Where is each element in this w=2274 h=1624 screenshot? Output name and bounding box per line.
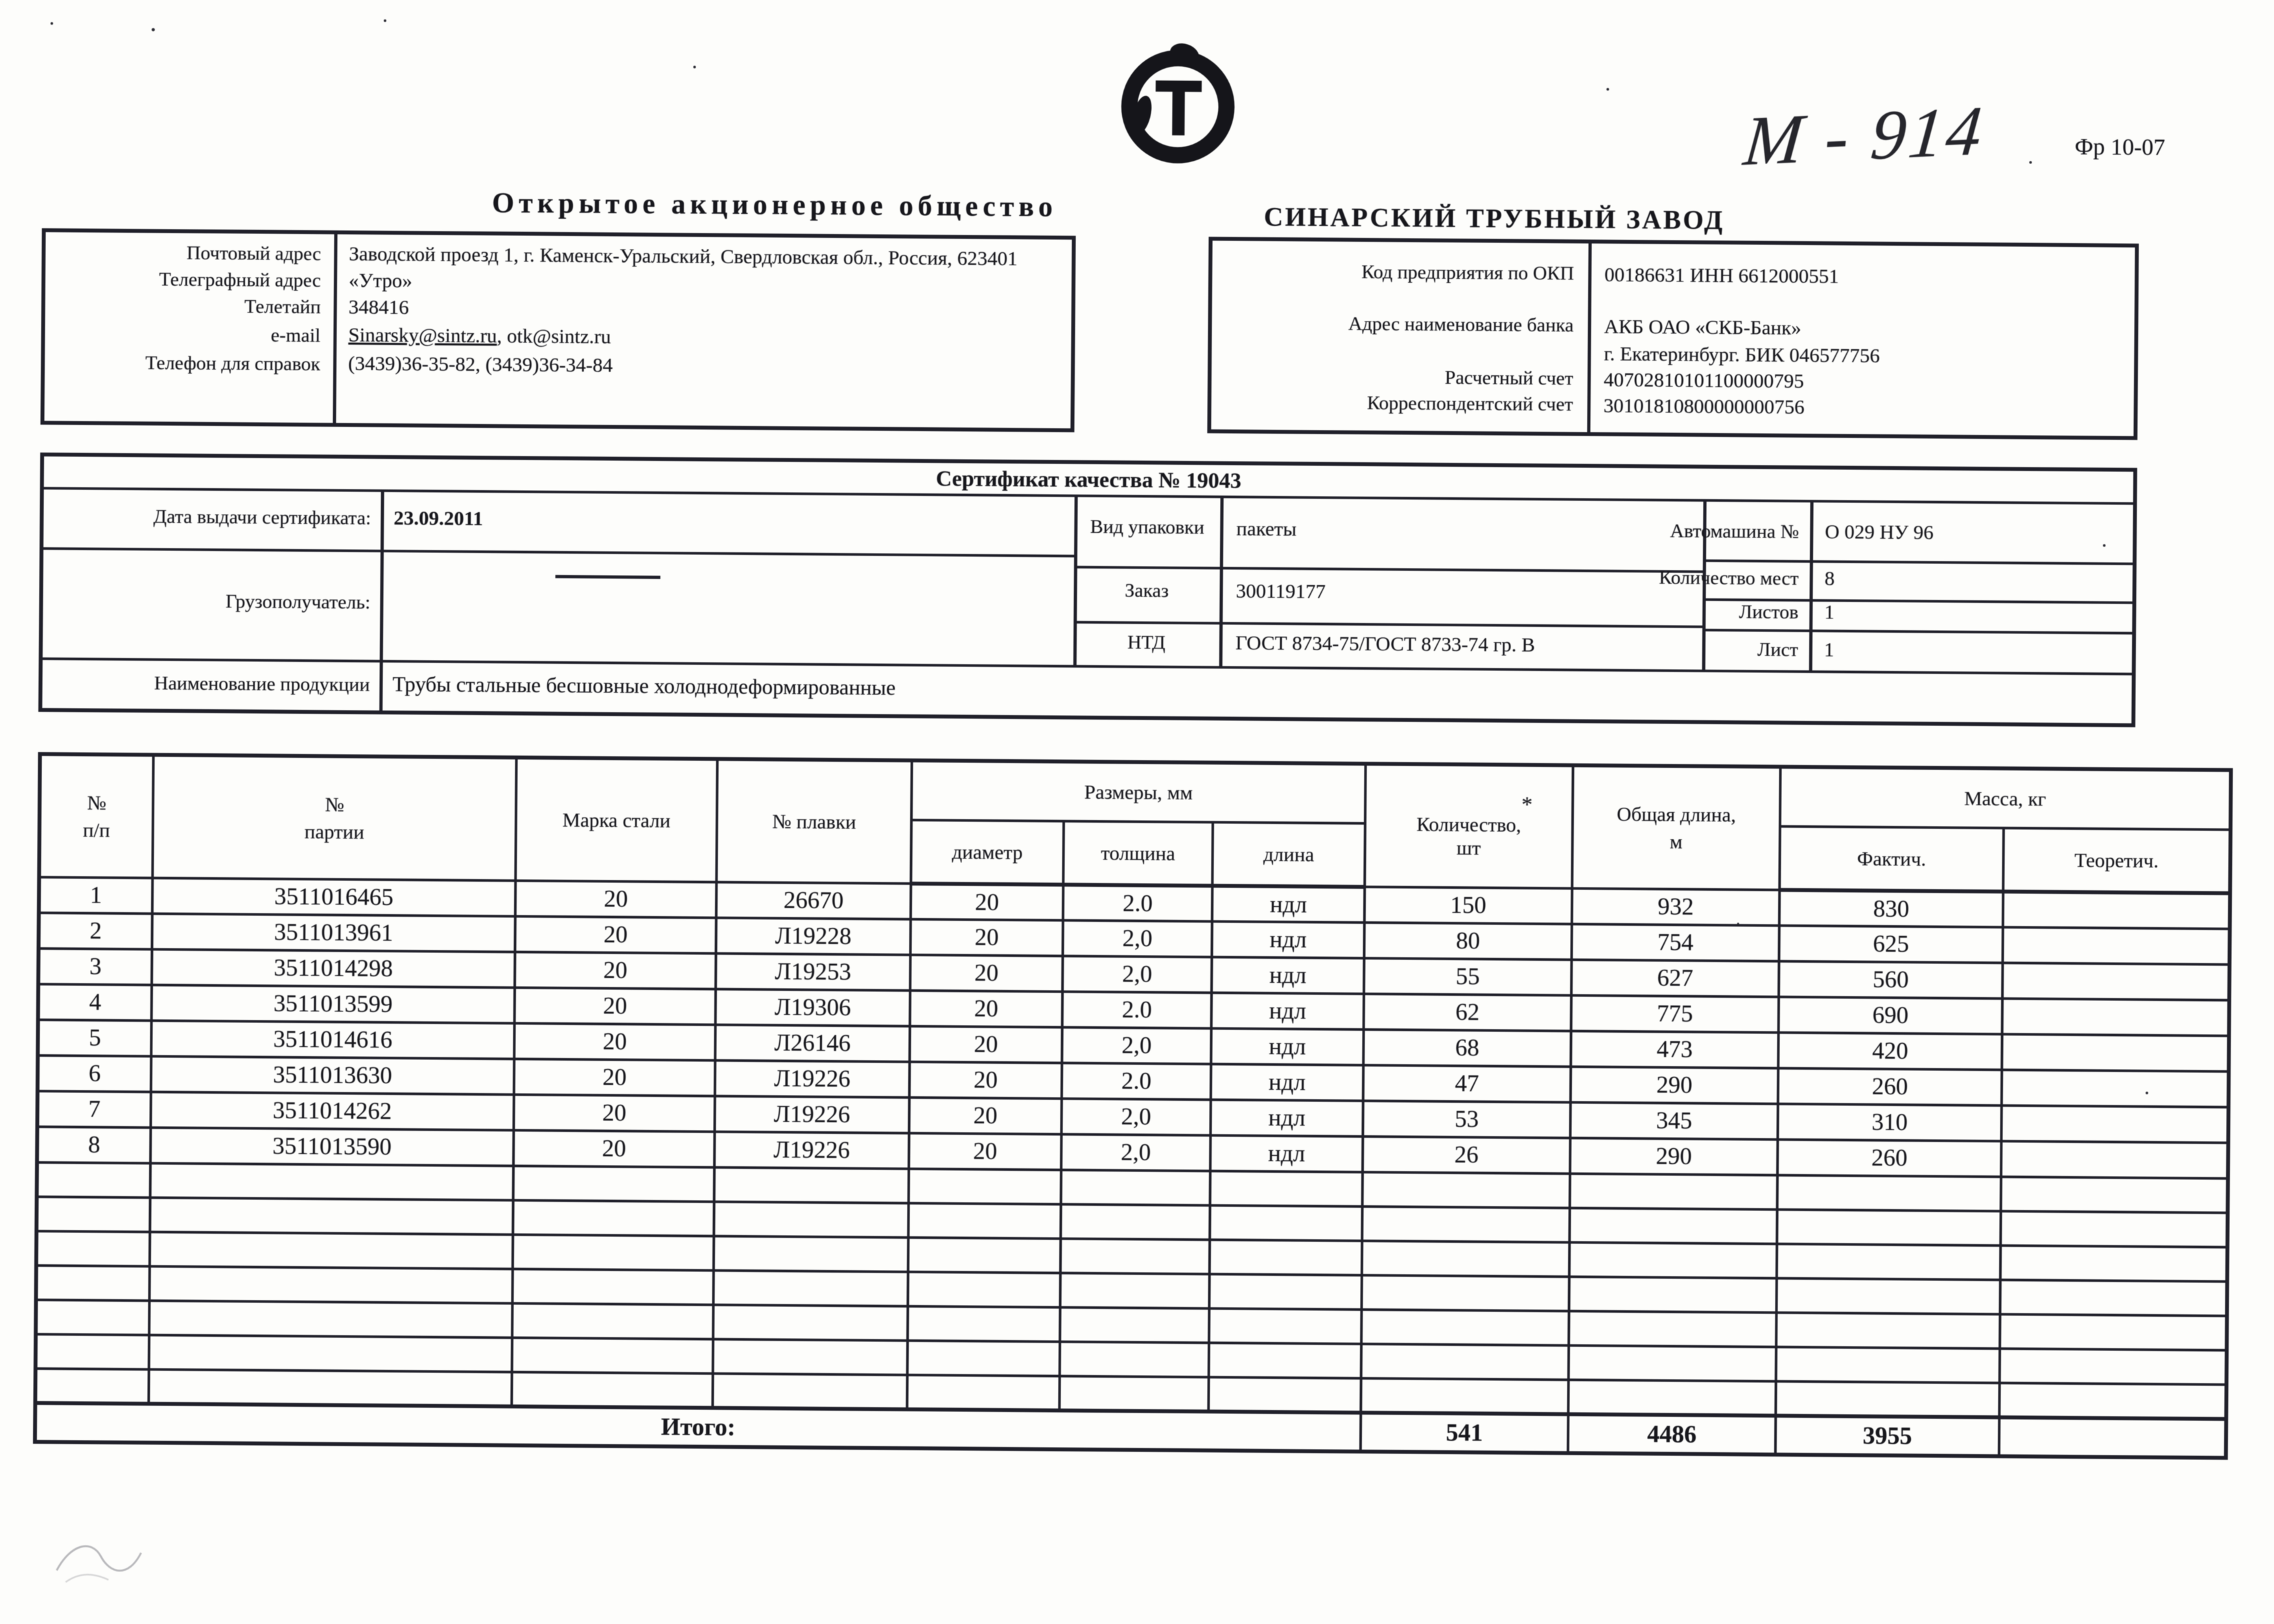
empty-cell [907, 1375, 1059, 1411]
col-total-length: Общая длина, м [1572, 765, 1780, 889]
sheet-value: 1 [1823, 638, 1834, 661]
cell-steel: 20 [513, 1130, 714, 1167]
cell-batch: 3511014616 [151, 1020, 514, 1059]
col-thickness: толщина [1063, 821, 1213, 886]
empty-cell [36, 1231, 150, 1266]
date-label: Дата выдачи сертификата: [153, 506, 371, 529]
cell-tlen: 290 [1570, 1138, 1777, 1175]
empty-cell [1363, 1172, 1570, 1208]
empty-cell [1361, 1378, 1568, 1414]
cell-heat: Л19226 [714, 1096, 909, 1133]
scan-speck [2103, 544, 2105, 547]
cell-steel: 20 [515, 952, 716, 989]
scan-artifact-underline [556, 575, 661, 579]
places-label: Количество мест [1658, 567, 1799, 589]
empty-cell [909, 1169, 1061, 1205]
cell-dia: 20 [909, 1062, 1062, 1099]
empty-cell [1209, 1274, 1361, 1310]
cell-steel: 20 [515, 916, 716, 953]
phone-label: Телефон для справок [145, 352, 321, 375]
col-sizes-group: Размеры, мм [911, 760, 1366, 823]
col-mass-theor: Теоретич. [2003, 828, 2231, 893]
empty-cell [512, 1269, 713, 1304]
sheets-label: Листов [1739, 601, 1799, 623]
cell-fact: 690 [1779, 997, 2002, 1035]
empty-cell [511, 1372, 712, 1407]
cell-tlen: 473 [1571, 1031, 1778, 1068]
cell-tlen: 754 [1571, 924, 1779, 961]
empty-cell [36, 1265, 150, 1300]
bank-divider [1587, 244, 1591, 432]
contacts-box [40, 228, 1075, 432]
date-value: 23.09.2011 [393, 506, 484, 530]
empty-cell [2000, 1245, 2227, 1282]
scan-speck [2146, 1092, 2148, 1094]
cell-heat: Л19228 [716, 918, 910, 955]
company-name-title: СИНАРСКИЙ ТРУБНЫЙ ЗАВОД [1263, 201, 1725, 235]
cell-heat: 26670 [716, 882, 911, 919]
empty-cell [149, 1335, 512, 1372]
cell-qty: 68 [1363, 1030, 1571, 1066]
empty-cell [150, 1197, 513, 1234]
cell-thick: 2,0 [1062, 956, 1212, 993]
packing-value: пакеты [1236, 517, 1297, 541]
ntd-value: ГОСТ 8734-75/ГОСТ 8733-74 гр. В [1235, 631, 1536, 656]
empty-cell [1569, 1277, 1776, 1312]
cell-num: 2 [38, 913, 152, 949]
empty-cell [512, 1303, 713, 1339]
certificate-block [38, 453, 2137, 727]
cell-dia: 20 [909, 1026, 1062, 1063]
empty-cell [1209, 1343, 1361, 1378]
cell-fact: 560 [1779, 961, 2002, 999]
cell-dia: 20 [910, 991, 1062, 1028]
empty-cell [1061, 1170, 1210, 1206]
cell-thick: 2,0 [1062, 1028, 1211, 1065]
cell-len: ндл [1210, 1135, 1363, 1172]
email-primary: Sinarsky@sintz.ru [348, 323, 497, 347]
empty-cell [1060, 1342, 1209, 1378]
empty-cell [2000, 1348, 2227, 1385]
empty-cell [1569, 1242, 1777, 1278]
col-mass-group: Масса, кг [1780, 767, 2231, 830]
cell-heat: Л19253 [716, 954, 910, 991]
places-value: 8 [1824, 567, 1835, 590]
cell-num: 3 [38, 948, 152, 985]
cell-tlen: 932 [1572, 888, 1779, 925]
cell-len: ндл [1210, 1100, 1363, 1136]
empty-cell [148, 1369, 511, 1406]
empty-cell [712, 1374, 907, 1409]
cell-len: ндл [1212, 886, 1365, 923]
empty-cell [2000, 1211, 2227, 1247]
empty-cell [1569, 1311, 1776, 1347]
cell-thick: 2,0 [1061, 1099, 1210, 1136]
col-mass-fact: Фактич. [1779, 827, 2004, 892]
cell-heat: Л19226 [714, 1132, 909, 1169]
cell-dia: 20 [909, 1133, 1061, 1170]
empty-cell [36, 1300, 149, 1335]
cell-len: ндл [1212, 921, 1364, 958]
grid-line [43, 547, 1074, 558]
cell-tlen: 775 [1571, 995, 1779, 1032]
empty-cell [36, 1334, 149, 1369]
empty-cell [513, 1166, 714, 1201]
cell-dia: 20 [909, 1098, 1061, 1135]
total-qty: 541 [1361, 1413, 1568, 1453]
cell-heat: Л19226 [715, 1061, 909, 1098]
cell-thick: 2.0 [1063, 885, 1212, 922]
col-batch: № партии [152, 755, 516, 880]
grid-line [1809, 500, 1814, 670]
col-length: длина [1212, 822, 1365, 887]
cell-steel: 20 [513, 1094, 714, 1131]
cell-fact: 625 [1779, 926, 2002, 963]
empty-cell [2001, 1177, 2228, 1213]
cell-qty: 62 [1364, 994, 1571, 1031]
cell-theor [2002, 1070, 2229, 1107]
empty-cell [713, 1271, 908, 1306]
cell-dia: 20 [911, 884, 1063, 921]
cell-fact: 260 [1778, 1068, 2002, 1106]
cell-batch: 3511016465 [152, 878, 515, 916]
email-label: e-mail [270, 324, 321, 347]
total-fact: 3955 [1776, 1416, 1999, 1457]
cell-num: 1 [39, 877, 152, 913]
table-header-row-1 [40, 754, 2231, 830]
empty-cell [513, 1200, 714, 1236]
cell-fact: 260 [1777, 1140, 2001, 1177]
cell-tlen: 290 [1571, 1066, 1778, 1103]
empty-cell [1777, 1210, 2000, 1246]
empty-cell [1777, 1175, 2001, 1212]
col-diameter: диаметр [911, 820, 1064, 885]
cell-fact: 310 [1777, 1104, 2001, 1142]
order-label: Заказ [1125, 580, 1169, 602]
empty-cell [1776, 1278, 2000, 1315]
empty-cell [1061, 1205, 1210, 1240]
empty-cell [1568, 1380, 1776, 1415]
empty-cell [1208, 1377, 1361, 1413]
email-secondary: , otk@sintz.ru [497, 324, 611, 348]
col-steel: Марка стали [515, 757, 717, 882]
empty-cell [1210, 1171, 1363, 1206]
sheet-label: Лист [1757, 639, 1799, 661]
packing-label: Вид упаковки [1090, 515, 1204, 539]
col-heat: № плавки [716, 759, 911, 884]
settlement-value: 40702810101100000795 [1603, 368, 1804, 392]
cell-num: 8 [37, 1127, 150, 1163]
empty-cell [1361, 1310, 1569, 1345]
phone-value: (3439)36-35-82, (3439)36-34-84 [347, 351, 613, 377]
empty-cell [1060, 1273, 1209, 1309]
cell-qty: 53 [1363, 1101, 1570, 1138]
pipe-batches-table [33, 752, 2233, 1460]
empty-cell [1776, 1313, 2000, 1349]
cell-theor [2001, 1141, 2228, 1179]
empty-cell [714, 1236, 908, 1272]
contacts-divider [333, 234, 337, 423]
okp-label: Код предприятия по ОКП [1361, 261, 1575, 285]
cell-qty: 55 [1364, 958, 1571, 995]
cell-num: 7 [37, 1091, 150, 1127]
teletype-label: Телетайп [244, 296, 321, 318]
cell-dia: 20 [910, 919, 1062, 956]
scan-speck [2029, 161, 2032, 164]
empty-cell [1362, 1206, 1569, 1242]
empty-cell [1570, 1173, 1777, 1209]
total-theor [1999, 1417, 2226, 1458]
empty-cell [149, 1266, 512, 1303]
empty-cell [1059, 1376, 1208, 1412]
cell-thick: 2,0 [1062, 921, 1212, 958]
cell-num: 6 [38, 1055, 151, 1092]
bank-name-label: Адрес наименование банка [1348, 312, 1574, 336]
empty-cell [1361, 1275, 1569, 1311]
empty-cell [1361, 1344, 1569, 1380]
cell-qty: 26 [1363, 1136, 1570, 1173]
empty-cell [1060, 1308, 1209, 1343]
empty-cell [714, 1168, 909, 1203]
company-type-title: Открытое акционерное общество [491, 187, 1057, 223]
total-tlen: 4486 [1568, 1414, 1776, 1454]
empty-cell [1999, 1383, 2226, 1419]
cell-num: 4 [38, 984, 152, 1020]
empty-cell [149, 1300, 512, 1337]
cell-len: ндл [1212, 957, 1364, 994]
cell-thick: 2.0 [1062, 992, 1212, 1029]
qty-footnote-star: * [1521, 792, 1533, 817]
empty-cell [908, 1306, 1060, 1342]
cell-thick: 2,0 [1061, 1135, 1210, 1171]
empty-cell [1569, 1345, 1776, 1381]
cell-fact: 420 [1778, 1033, 2002, 1070]
company-logo-icon [1116, 40, 1241, 165]
empty-cell [150, 1163, 513, 1200]
grid-line [43, 657, 2132, 676]
cell-len: ндл [1211, 1028, 1363, 1065]
corr-value: 30101810800000000756 [1603, 394, 1805, 418]
empty-cell [1776, 1382, 1999, 1418]
grid-line [1703, 559, 2133, 565]
bank-box [1207, 237, 2139, 440]
postal-label: Почтовый адрес [186, 242, 322, 265]
cell-dia: 20 [910, 955, 1062, 992]
product-value: Трубы стальные бесшовные холоднодеформированные [392, 673, 896, 700]
empty-cell [1776, 1347, 2000, 1383]
sheets-value: 1 [1824, 600, 1834, 624]
empty-cell [1061, 1239, 1210, 1275]
scan-speck [1606, 88, 1609, 91]
empty-cell [908, 1238, 1061, 1273]
empty-cell [713, 1339, 908, 1375]
cell-steel: 20 [514, 1023, 715, 1060]
empty-cell [1777, 1244, 2000, 1280]
cell-steel: 20 [514, 1059, 715, 1096]
empty-cell [713, 1305, 908, 1341]
bank-value-2: г. Екатеринбург. БИК 046577756 [1604, 342, 1881, 367]
order-value: 300119177 [1236, 579, 1326, 603]
col-qty: * Количество, шт [1365, 764, 1573, 888]
corr-label: Корреспондентский счет [1366, 392, 1573, 416]
empty-cell [908, 1341, 1060, 1376]
cell-fact: 830 [1779, 890, 2003, 928]
truck-value: О 029 НУ 96 [1825, 520, 1934, 544]
empty-cell [150, 1232, 513, 1269]
cell-len: ндл [1211, 1064, 1363, 1101]
empty-cell [1210, 1240, 1362, 1275]
settlement-label: Расчетный счет [1444, 366, 1574, 390]
teletype-value: 348416 [348, 295, 409, 319]
email-value [348, 324, 611, 349]
bank-value-1: АКБ ОАО «СКБ-Банк» [1604, 314, 1801, 339]
empty-cell [35, 1369, 148, 1404]
handwritten-mark: М - 914 [1741, 91, 1988, 181]
empty-cell [512, 1337, 713, 1373]
empty-cell [37, 1162, 150, 1197]
empty-cell [908, 1272, 1060, 1308]
cell-qty: 47 [1363, 1065, 1571, 1102]
cell-batch: 3511013961 [152, 913, 515, 952]
cell-heat: Л26146 [715, 1025, 909, 1062]
empty-cell [36, 1197, 150, 1232]
empty-cell [1569, 1208, 1777, 1243]
cell-steel: 20 [515, 880, 716, 917]
empty-cell [2000, 1280, 2227, 1316]
cell-theor [2001, 1105, 2228, 1143]
scan-speck [1737, 923, 1739, 924]
form-code: Фр 10-07 [2074, 134, 2166, 161]
cell-tlen: 345 [1570, 1102, 1777, 1139]
empty-cell [2000, 1314, 2227, 1350]
pencil-scribble [51, 1530, 156, 1595]
okp-value: 00186631 ИНН 6612000551 [1604, 263, 1839, 288]
empty-cell [908, 1203, 1061, 1239]
cell-batch: 3511013630 [151, 1056, 514, 1094]
cell-tlen: 627 [1571, 959, 1779, 996]
empty-cell [513, 1234, 714, 1270]
cell-batch: 3511013599 [152, 985, 515, 1023]
telegraph-value: «Утро» [348, 268, 413, 292]
cell-batch: 3511014298 [152, 949, 515, 987]
cell-thick: 2.0 [1062, 1063, 1211, 1100]
cell-steel: 20 [515, 987, 716, 1024]
col-num: № п/п [39, 754, 153, 878]
scan-speck [152, 28, 155, 31]
scan-speck [384, 19, 386, 22]
scan-speck [51, 22, 53, 25]
empty-cell [1209, 1308, 1361, 1344]
scan-speck [693, 65, 696, 68]
cell-theor [2003, 891, 2230, 929]
empty-cell [1210, 1205, 1362, 1241]
certificate-title: Сертификат качества № 19043 [935, 467, 1241, 493]
cell-theor [2002, 963, 2229, 1000]
grid-line [1702, 629, 2132, 635]
empty-cell [714, 1202, 908, 1238]
cell-qty: 150 [1365, 887, 1572, 924]
postal-value: Заводской проезд 1, г. Каменск-Уральский, Свердловская обл., Россия, 623401 [349, 242, 1018, 270]
cell-batch: 3511013590 [150, 1127, 513, 1166]
consignee-label: Грузополучатель: [225, 591, 371, 613]
cell-num: 5 [38, 1020, 151, 1056]
cell-theor [2002, 1034, 2229, 1072]
cell-len: ндл [1212, 993, 1364, 1030]
truck-label: Автомашина № [1670, 520, 1799, 543]
ntd-label: НТД [1127, 631, 1166, 653]
telegraph-label: Телеграфный адрес [159, 268, 322, 292]
cell-theor [2002, 998, 2229, 1036]
cell-theor [2002, 927, 2229, 965]
grid-line [379, 489, 384, 711]
cell-heat: Л19306 [716, 989, 910, 1026]
cell-qty: 80 [1364, 923, 1571, 959]
product-label: Наименование продукции [154, 672, 370, 696]
total-label: Итого: [35, 1403, 1361, 1452]
cell-batch: 3511014262 [150, 1092, 513, 1130]
empty-cell [1362, 1241, 1569, 1277]
